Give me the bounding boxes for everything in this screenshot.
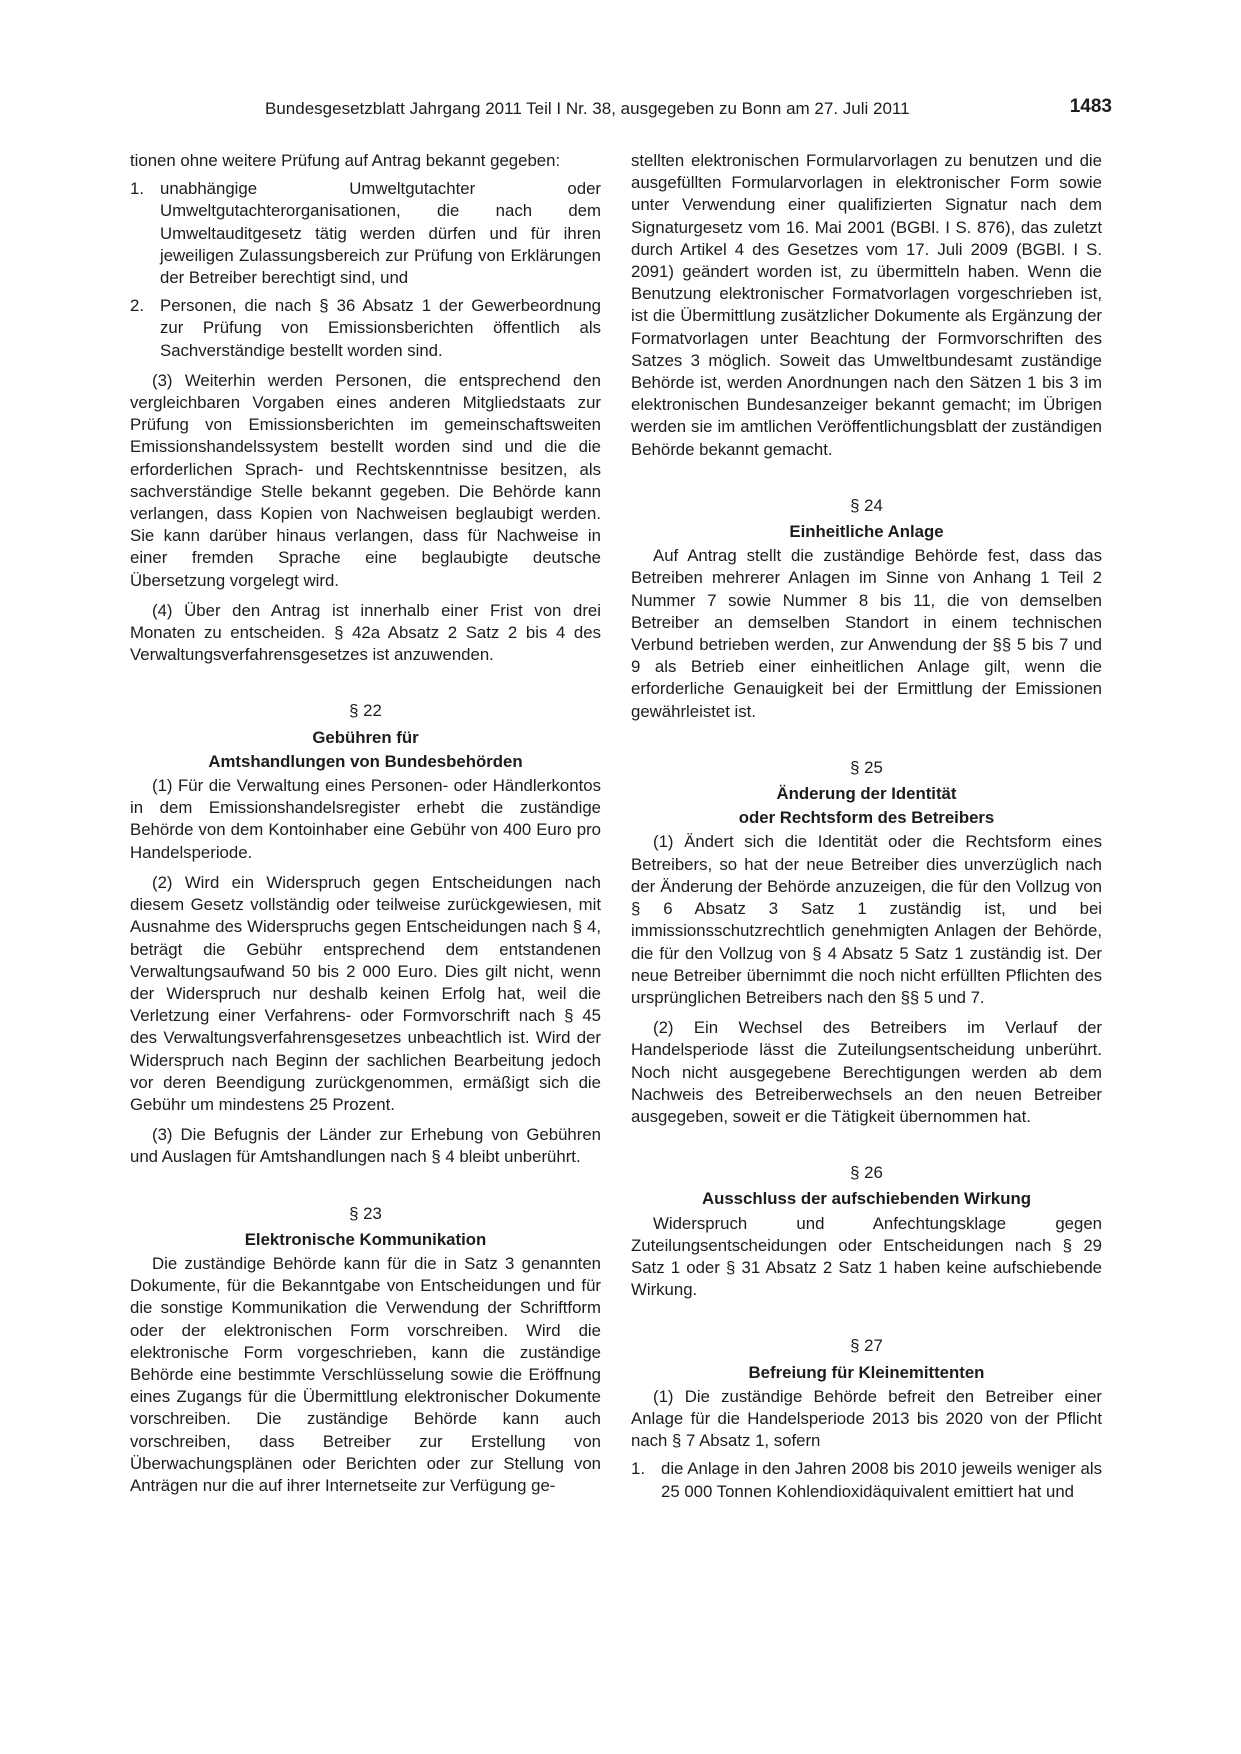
paragraph: Auf Antrag stellt die zuständige Behörde fest, dass das Betreiben mehrerer Anlagen im Sinne von Anhang 1 Teil 2 Nummer 7 sowie Nummer 8 bis 11, die von demselben Betreiber an demselben Standort in einem technischen Verbund betrieben werden, zur Anwendung der §§ 5 bis 7 und 9 als Betrieb einer einheitlichen Anlage gilt, wenn die erforderliche Genauigkeit bei der Ermittlung der Emissionen gewährleistet ist.: [631, 546, 1102, 721]
list-item: [631, 1458, 1102, 1502]
intro-text: tionen ohne weitere Prüfung auf Antrag bekannt gegeben:: [130, 151, 561, 170]
list-item: [130, 178, 601, 289]
section-title: Elektronische Kommunikation: [244, 1229, 487, 1249]
paragraph: (1) Für die Verwaltung eines Personen- oder Händlerkontos in dem Emissionshandelsregister erhebt die zuständige Behörde von dem Kontoinhaber eine Gebühr von 400 Euro pro Handelsperiode.: [130, 776, 601, 862]
paragraph: Die zuständige Behörde kann für die in Satz 3 genannten Dokumente, für die Bekanntgabe von Entscheidungen und für die sonstige Kommunikation die Verwendung der Schriftform oder der elektronischen Form vorschreiben. Wird die elektronische Form vorgeschrieben, kann die zuständige Behörde eine bestimmte Verschlüsselung sowie die Eröffnung eines Zugangs für die Übermittlung elektronischer Dokumente vorschreiben. Die zuständige Behörde kann auch vorschreiben, dass Betreiber zur Erstellung von Überwachungsplänen oder Berichten oder zur Stellung von Anträgen nur die auf ihrer Internetseite zur Verfügung ge-: [130, 1253, 601, 1495]
paragraph: (2) Ein Wechsel des Betreibers im Verlauf der Handelsperiode lässt die Zuteilungsentscheidung unberührt. Noch nicht ausgegebene Berechtigungen werden ab dem Nachweis des Betreiberwechsels an den neuen Betreiber ausgegeben, soweit er die Tätigkeit übernommen hat.: [631, 1018, 1102, 1126]
section-title: Änderung der Identität: [776, 784, 957, 804]
section-title: Ausschluss der aufschiebenden Wirkung: [701, 1189, 1032, 1209]
page-number: 1483: [1069, 96, 1112, 117]
continued-text: stellten elektronischen Formularvorlagen zu benutzen und die ausgefüllten Formularvorlagen in elektronischer Form sowie unter Verwendung einer qualifizierten Signatur nach dem Signaturgesetz vom 16. Mai 2001 (BGBl. I S. 876), das zuletzt durch Artikel 4 des Gesetzes vom 17. Juli 2009 (BGBl. I S. 2091) geändert worden ist, zu übermitteln haben. Wenn die Benutzung elektronischer Formatvorlagen vorgeschrieben ist, ist die Übermittlung zusätzlicher Dokumente als Ergänzung der Formatvorlagen unter Beachtung der Formvorschriften des Satzes 3 möglich. Soweit das Umweltbundesamt zuständige Behörde ist, werden Anordnungen nach den Sätzen 1 bis 3 im elektronischen Bundesanzeiger bekannt gemacht; im Übrigen werden sie im amtlichen Veröffentlichungsblatt der zuständigen Behörde bekannt gemacht.: [631, 151, 1102, 459]
section-title: Gebühren für: [312, 727, 419, 747]
section-number: § 27: [850, 1336, 883, 1356]
section-number: § 25: [850, 757, 883, 777]
list-number: 1.: [130, 179, 144, 199]
list-text: die Anlage in den Jahren 2008 bis 2010 jeweils weniger als 25 000 Tonnen Kohlendioxidäquivalent emittiert hat und: [661, 1459, 1102, 1501]
paragraph: (1) Ändert sich die Identität oder die Rechtsform eines Betreibers, so hat der neue Betreiber dies unverzüglich nach der Änderung der Behörde anzuzeigen, die für den Vollzug von § 6 Absatz 3 Satz 1 zuständig ist, und bei immissionsschutzrechtlich genehmigten Anlagen der Behörde, die für den Vollzug von § 4 Absatz 5 Satz 1 zuständig ist. Der neue Betreiber übernimmt die noch nicht erfüllten Pflichten des ursprünglichen Betreibers nach den §§ 5 und 7.: [631, 832, 1102, 1007]
list-text: unabhängige Umweltgutachter oder Umweltgutachterorganisationen, die nach dem Umweltauditgesetz tätig werden dürfen und für ihren jeweiligen Zulassungsbereich zur Prüfung von Erklärungen der Betreiber berechtigt sind, und: [160, 179, 601, 288]
section-22-heading: [130, 700, 601, 773]
list-text: Personen, die nach § 36 Absatz 1 der Gewerbeordnung zur Prüfung von Emissionsberichten öffentlich als Sachverständige bestellt worden sind.: [160, 296, 601, 360]
section-23-heading: [130, 1203, 601, 1251]
section-title: Einheitliche Anlage: [789, 522, 944, 542]
section-number: § 23: [349, 1203, 382, 1223]
gazette-title: Bundesgesetzblatt Jahrgang 2011 Teil I Nr. 38, ausgegeben zu Bonn am 27. Juli 2011: [265, 99, 910, 118]
section-26-heading: [631, 1162, 1102, 1210]
section-25-heading: [631, 757, 1102, 830]
numbered-list: [130, 178, 601, 362]
section-number: § 24: [850, 495, 883, 515]
numbered-list: [631, 1458, 1102, 1502]
page-header: [130, 96, 1112, 125]
right-column: [631, 150, 1102, 1511]
section-title: Amtshandlungen von Bundesbehörden: [208, 751, 523, 771]
section-27-heading: [631, 1335, 1102, 1383]
paragraph: Widerspruch und Anfechtungsklage gegen Zuteilungsentscheidungen oder Entscheidungen nach § 29 Satz 1 oder § 31 Absatz 2 Satz 1 haben keine aufschiebende Wirkung.: [631, 1213, 1102, 1300]
paragraph-3: (3) Weiterhin werden Personen, die entsprechend den vergleichbaren Vorgaben eines anderen Mitgliedstaats zur Prüfung von Emissionsberichten im gemeinschaftsweiten Emissionshandelssystem bestellt worden sind und die die erforderlichen Sprach- und Rechtskenntnisse besitzen, als sachverständige Stelle bekannt gegeben. Die Behörde kann verlangen, dass Kopien von Nachweisen beglaubigt werden. Sie kann darüber hinaus verlangen, dass für Nachweise in einer fremden Sprache eine beglaubigte deutsche Übersetzung vorgelegt wird.: [130, 370, 601, 590]
list-item: [130, 295, 601, 362]
section-24-heading: [631, 495, 1102, 543]
paragraph-4: (4) Über den Antrag ist innerhalb einer Frist von drei Monaten zu entscheiden. § 42a Absatz 2 Satz 2 bis 4 des Verwaltungsverfahrensgesetzes ist anzuwenden.: [130, 600, 601, 665]
list-number: 1.: [631, 1459, 645, 1479]
section-number: § 26: [850, 1163, 883, 1183]
section-title: Befreiung für Kleinemittenten: [748, 1362, 985, 1382]
list-number: 2.: [130, 296, 144, 316]
left-column: [130, 150, 601, 1497]
paragraph: (3) Die Befugnis der Länder zur Erhebung von Gebühren und Auslagen für Amtshandlungen nach § 4 bleibt unberührt.: [130, 1125, 601, 1167]
paragraph: (1) Die zuständige Behörde befreit den Betreiber einer Anlage für die Handelsperiode 2013 bis 2020 von der Pflicht nach § 7 Absatz 1, sofern: [631, 1386, 1102, 1451]
section-title: oder Rechtsform des Betreibers: [738, 808, 995, 828]
paragraph: (2) Wird ein Widerspruch gegen Entscheidungen nach diesem Gesetz vollständig oder teilweise zurückgewiesen, mit Ausnahme des Widerspruchs gegen Entscheidungen nach § 4, beträgt die Gebühr entsprechend dem entstandenen Verwaltungsaufwand 50 bis 2 000 Euro. Dies gilt nicht, wenn der Widerspruch nur deshalb keinen Erfolg hat, weil die Verletzung einer Verfahrens- oder Formvorschrift nach § 45 des Verwaltungsverfahrensgesetzes unbeachtlich ist. Wird der Widerspruch nach Beginn der sachlichen Bearbeitung jedoch vor deren Beendigung zurückgenommen, ermäßigt sich die Gebühr um mindestens 25 Prozent.: [130, 872, 601, 1114]
section-number: § 22: [349, 701, 382, 721]
